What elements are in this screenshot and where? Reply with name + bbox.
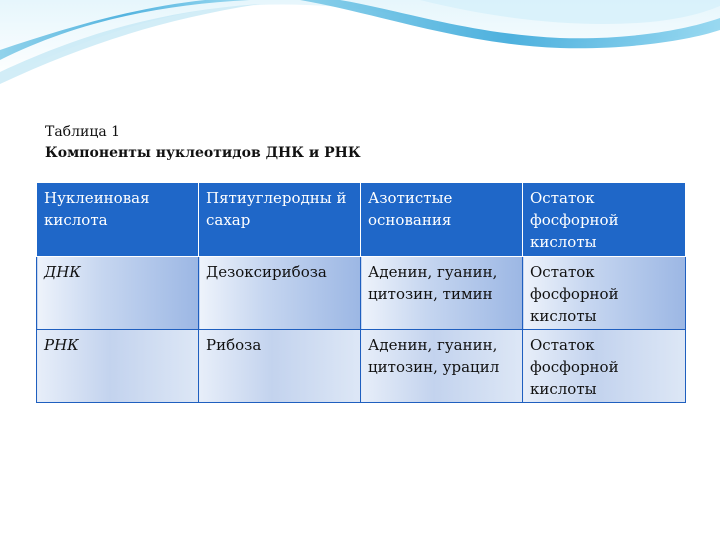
table-row: [37, 257, 686, 330]
table-caption: [45, 122, 361, 164]
table-cell: Рибоза: [199, 330, 361, 403]
caption-table-title: Компоненты нуклеотидов ДНК и РНК: [45, 145, 361, 161]
table-cell: Аденин, гуанин, цитозин, тимин: [361, 257, 523, 330]
header-cell: Остаток фосфорной кислоты: [523, 183, 686, 257]
table-cell: Остаток фосфорной кислоты: [523, 257, 686, 330]
table-cell: РНК: [37, 330, 199, 403]
table-cell: Дезоксирибоза: [199, 257, 361, 330]
table-cell: Остаток фосфорной кислоты: [523, 330, 686, 403]
decorative-wave-banner: [0, 0, 720, 110]
table-cell: Аденин, гуанин, цитозин, урацил: [361, 330, 523, 403]
caption-table-number: Таблица 1: [45, 124, 121, 140]
table-cell: ДНК: [37, 257, 199, 330]
nucleotide-components-table: [36, 183, 686, 403]
header-cell: Азотистые основания: [361, 183, 523, 257]
table-header-row: [37, 183, 686, 257]
table-row: [37, 330, 686, 403]
header-cell: Нуклеиновая кислота: [37, 183, 199, 257]
header-cell: Пятиуглеродны й сахар: [199, 183, 361, 257]
